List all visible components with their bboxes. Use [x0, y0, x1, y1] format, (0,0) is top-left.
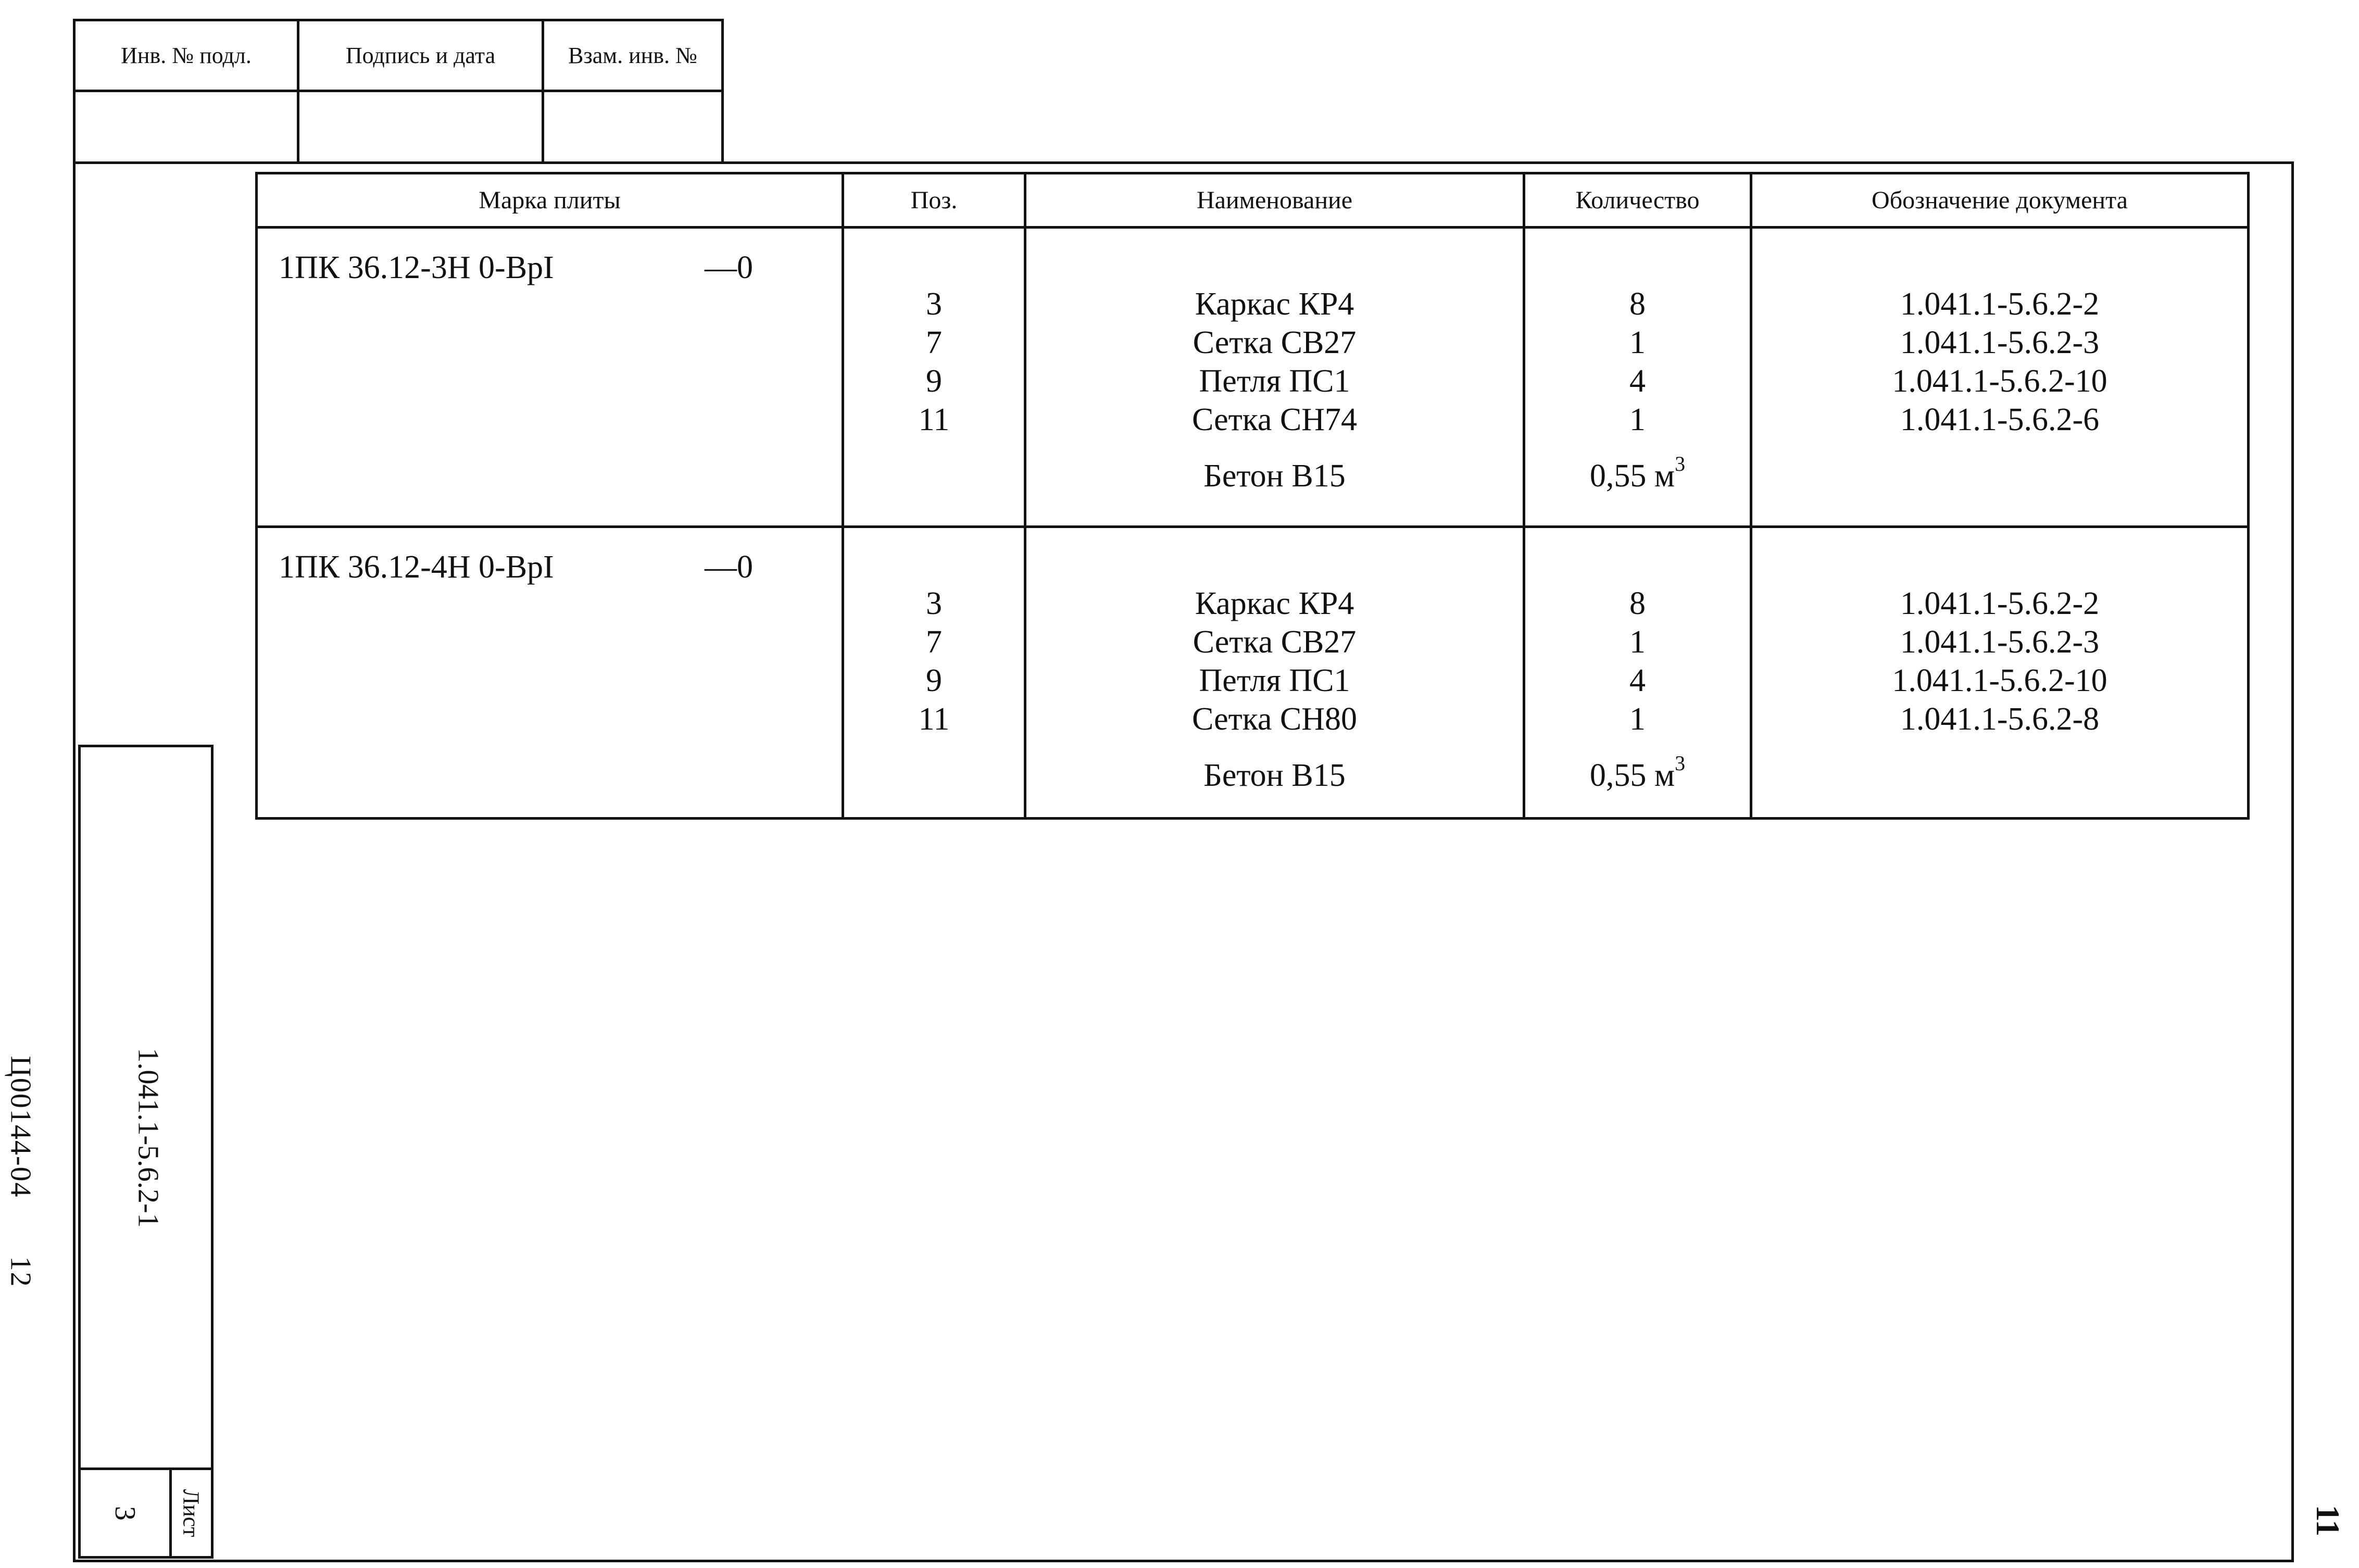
quantity-value: 8 [1629, 586, 1646, 621]
archive-code: Ц00144-04 [5, 1056, 37, 1198]
document-code: 1.041.1-5.6.2-8 [1900, 701, 2100, 737]
column-header-name: Наименование [1026, 174, 1525, 229]
position-value: 3 [926, 286, 942, 322]
column-header-document: Обозначение документа [1752, 174, 2247, 229]
name-cell [1026, 525, 1525, 817]
archive-page: 12 [5, 1256, 37, 1288]
document-code: 1.041.1-5.6.2-2 [1900, 586, 2100, 621]
item-name: Сетка СВ27 [1193, 325, 1357, 360]
concrete-name: Бетон В15 [1203, 758, 1346, 793]
mark-cell [258, 229, 844, 525]
stamp-inv-original-header: Инв. № подл. [76, 21, 299, 92]
approval-stamp [73, 19, 724, 162]
document-code: 1.041.1-5.6.2-6 [1900, 402, 2100, 437]
concrete-quantity [1525, 751, 1750, 795]
quantity-value: 4 [1629, 663, 1646, 698]
slab-mark: 1ПК 36.12-3Н 0-ВрI [279, 250, 554, 285]
position-value: 3 [926, 586, 942, 621]
document-code: 1.041.1-5.6.2-1 [132, 1048, 165, 1228]
position-value: 7 [926, 325, 942, 360]
table-group [258, 525, 2247, 817]
item-name: Каркас КР4 [1195, 586, 1354, 621]
position-value: 9 [926, 663, 942, 698]
specification-table [255, 172, 2250, 820]
column-header-quantity: Количество [1525, 174, 1752, 229]
quantity-value: 1 [1629, 624, 1646, 660]
position-value: 11 [918, 402, 950, 437]
archive-code-vertical [0, 1015, 42, 1328]
position-value: 11 [918, 701, 950, 737]
quantity-value: 1 [1629, 701, 1646, 737]
document-code: 1.041.1-5.6.2-2 [1900, 286, 2100, 322]
stamp-replacement-inv-value [544, 92, 721, 162]
slab-mark-suffix: —0 [705, 250, 753, 285]
position-cell [844, 229, 1026, 525]
stamp-signature-date-value [299, 92, 544, 162]
concrete-quantity-value: 0,55 м [1589, 758, 1675, 793]
slab-mark: 1ПК 36.12-4Н 0-ВрI [279, 549, 554, 585]
stamp-replacement-inv-header: Взам. инв. № [544, 21, 721, 92]
item-name: Сетка СН80 [1191, 701, 1358, 737]
document-cell [1752, 525, 2247, 817]
column-header-mark: Марка плиты [258, 174, 844, 229]
title-block-strip [78, 745, 214, 1559]
quantity-value: 1 [1629, 402, 1646, 437]
sheet-label: Лист [179, 1489, 204, 1537]
sheet-box [81, 1467, 211, 1556]
position-cell [844, 525, 1026, 817]
quantity-cell [1525, 229, 1752, 525]
document-cell [1752, 229, 2247, 525]
document-code: 1.041.1-5.6.2-10 [1892, 663, 2107, 698]
page-number [2302, 1489, 2354, 1552]
concrete-unit-exponent: 3 [1675, 452, 1686, 475]
name-cell [1026, 229, 1525, 525]
slab-mark-suffix: —0 [705, 549, 753, 585]
document-code: 1.041.1-5.6.2-10 [1892, 363, 2107, 399]
quantity-cell [1525, 525, 1752, 817]
item-name: Каркас КР4 [1195, 286, 1354, 322]
quantity-value: 4 [1629, 363, 1646, 399]
table-header-row [258, 174, 2247, 229]
mark-cell [258, 525, 844, 817]
quantity-value: 1 [1629, 325, 1646, 360]
item-name: Петля ПС1 [1199, 363, 1350, 399]
page-number-value: 11 [2310, 1504, 2347, 1537]
position-value: 9 [926, 363, 942, 399]
document-code: 1.041.1-5.6.2-3 [1900, 624, 2100, 660]
quantity-value: 8 [1629, 286, 1646, 322]
item-name: Петля ПС1 [1199, 663, 1350, 698]
concrete-unit-exponent: 3 [1675, 751, 1686, 775]
stamp-signature-date-header: Подпись и дата [299, 21, 544, 92]
concrete-name: Бетон В15 [1203, 458, 1346, 494]
stamp-inv-original-value [76, 92, 299, 162]
item-name: Сетка СВ27 [1193, 624, 1357, 660]
concrete-quantity [1525, 452, 1750, 495]
item-name: Сетка СН74 [1191, 402, 1358, 437]
concrete-quantity-value: 0,55 м [1589, 458, 1675, 494]
document-code-vertical [122, 1028, 174, 1247]
table-group [258, 229, 2247, 525]
column-header-position: Поз. [844, 174, 1026, 229]
position-value: 7 [926, 624, 942, 660]
sheet-number: 3 [109, 1506, 141, 1521]
document-code: 1.041.1-5.6.2-3 [1900, 325, 2100, 360]
